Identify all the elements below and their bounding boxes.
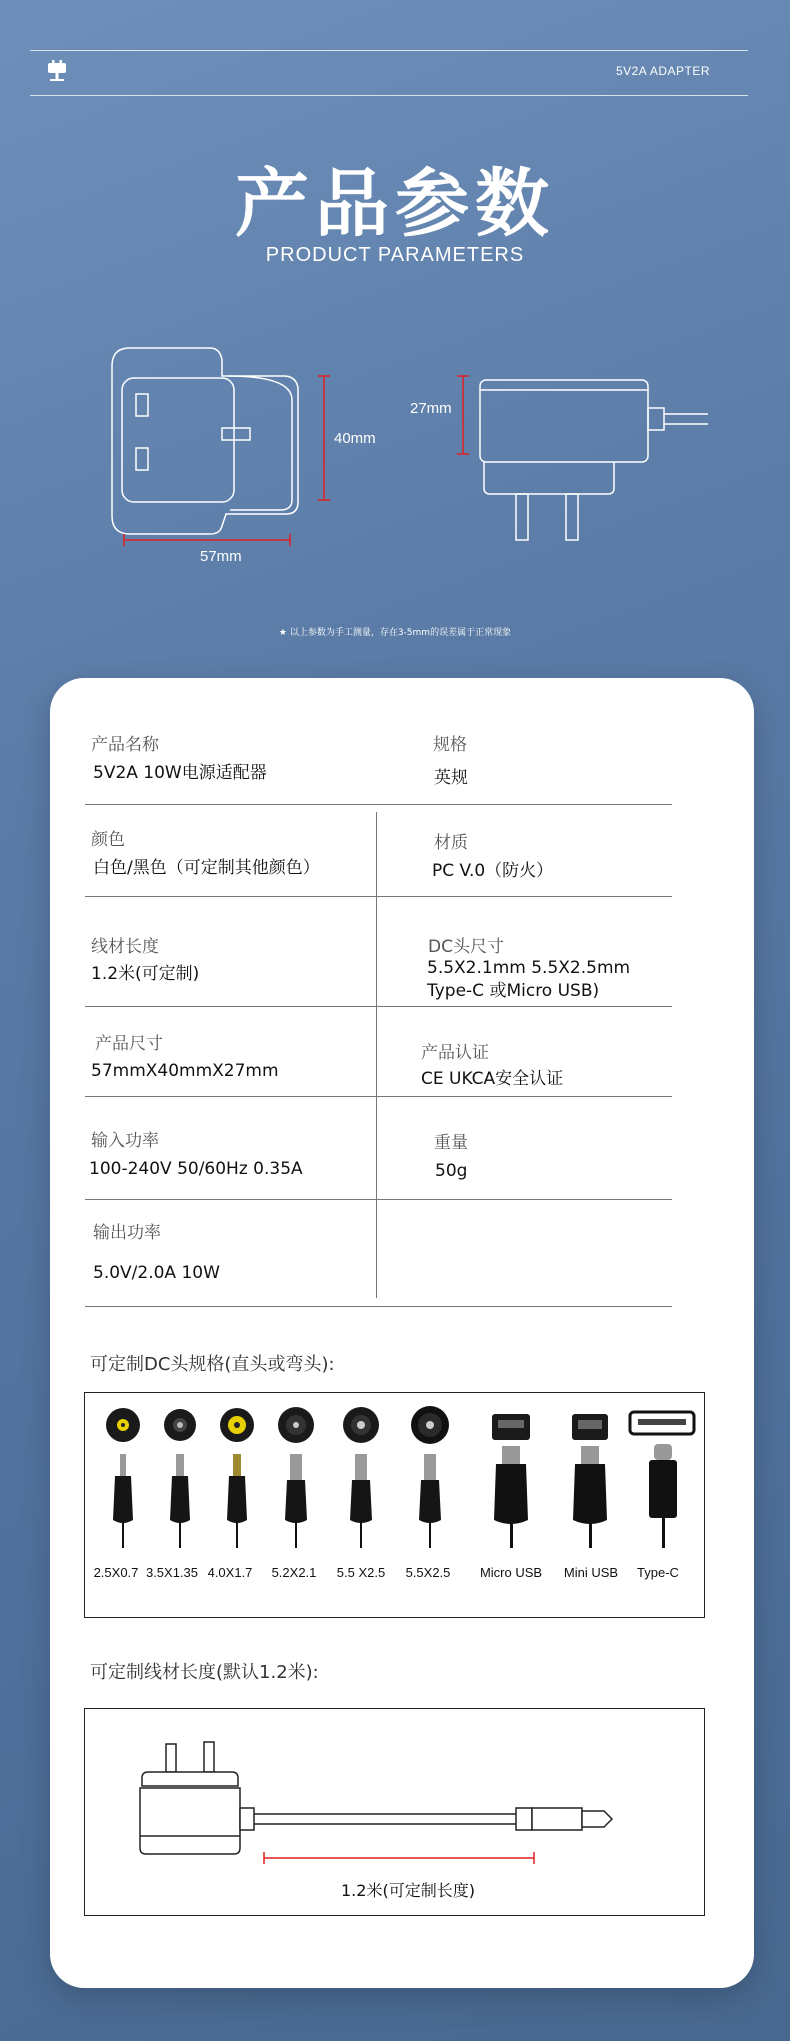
spec-label-input: 输入功率 [91, 1131, 159, 1151]
spec-value-material: PC V.0（防火） [432, 861, 554, 881]
adapter-label: 5V2A ADAPTER [615, 64, 710, 78]
connector-label: 3.5X1.35 [145, 1565, 199, 1580]
connector-label: 2.5X0.7 [93, 1565, 139, 1580]
height-dimension-label: 40mm [334, 430, 376, 447]
connector-label: Micro USB [479, 1565, 543, 1580]
connector-section-title: 可定制DC头规格(直头或弯头): [90, 1354, 335, 1375]
spec-divider [85, 1306, 672, 1307]
dimension-drawing [0, 330, 790, 590]
spec-divider [85, 1006, 672, 1007]
connector-label: Type-C [637, 1565, 679, 1580]
cable-section-title: 可定制线材长度(默认1.2米): [90, 1662, 319, 1683]
spec-label-name: 产品名称 [91, 735, 159, 755]
spec-label-cable-length: 线材长度 [91, 937, 159, 957]
cable-length-label: 1.2米(可定制长度) [341, 1881, 475, 1900]
depth-dimension-label: 27mm [410, 400, 452, 417]
connector-label: Mini USB [563, 1565, 619, 1580]
spec-value-standard: 英规 [434, 768, 468, 788]
spec-divider [85, 1199, 672, 1200]
dc-plug-5.2x2.1 [278, 1407, 314, 1548]
spec-label-standard: 规格 [433, 735, 467, 755]
spec-label-certification: 产品认证 [421, 1043, 489, 1063]
spec-value-weight: 50g [435, 1161, 468, 1181]
measurement-note: ★ 以上参数为手工测量，存在3-5mm的误差属于正常现象 [278, 628, 512, 638]
header-bottom-line [30, 95, 748, 96]
width-dimension-label: 57mm [200, 548, 242, 565]
dc-plug-5.5x2.5-a [343, 1407, 379, 1548]
page-title-en: PRODUCT PARAMETERS [265, 244, 525, 266]
spec-value-input: 100-240V 50/60Hz 0.35A [89, 1159, 303, 1179]
spec-divider [85, 896, 672, 897]
spec-label-material: 材质 [434, 833, 468, 853]
spec-value-output: 5.0V/2.0A 10W [93, 1263, 220, 1283]
spec-value-dc-size: 5.5X2.1mm 5.5X2.5mm [427, 958, 631, 978]
spec-divider [85, 1096, 672, 1097]
spec-label-color: 颜色 [91, 830, 125, 850]
connector-label: 5.5 X2.5 [336, 1565, 386, 1580]
spec-value-certification: CE UKCA安全认证 [421, 1069, 564, 1089]
spec-label-weight: 重量 [434, 1133, 468, 1153]
spec-divider [85, 804, 672, 805]
spec-value-dc-size-line2: Type-C 或Micro USB) [427, 981, 600, 1001]
connector-label: 5.2X2.1 [271, 1565, 317, 1580]
micro-usb-plug [492, 1414, 530, 1548]
header-top-line [30, 50, 748, 51]
spec-value-name: 5V2A 10W电源适配器 [93, 763, 267, 783]
dc-plug-5.5x2.5-b [411, 1406, 449, 1548]
spec-label-output: 输出功率 [93, 1223, 161, 1243]
mini-usb-plug [572, 1414, 608, 1548]
connector-illustrations [84, 1392, 703, 1616]
spec-label-size: 产品尺寸 [95, 1034, 163, 1054]
spec-value-cable-length: 1.2米(可定制) [91, 964, 200, 984]
plug-icon [45, 60, 69, 84]
page-title-cn: 产品参数 [235, 161, 555, 247]
spec-value-color: 白色/黑色（可定制其他颜色） [93, 858, 320, 878]
connector-label: 4.0X1.7 [207, 1565, 253, 1580]
spec-value-size: 57mmX40mmX27mm [91, 1061, 279, 1081]
dc-plug-3.5x1.35 [164, 1409, 196, 1548]
dc-plug-2.5x0.7 [106, 1408, 140, 1548]
spec-column-divider [376, 812, 377, 1298]
type-c-plug [630, 1412, 694, 1548]
spec-label-dc-size: DC头尺寸 [428, 937, 504, 957]
dc-plug-4.0x1.7 [220, 1408, 254, 1548]
connector-label: 5.5X2.5 [405, 1565, 451, 1580]
